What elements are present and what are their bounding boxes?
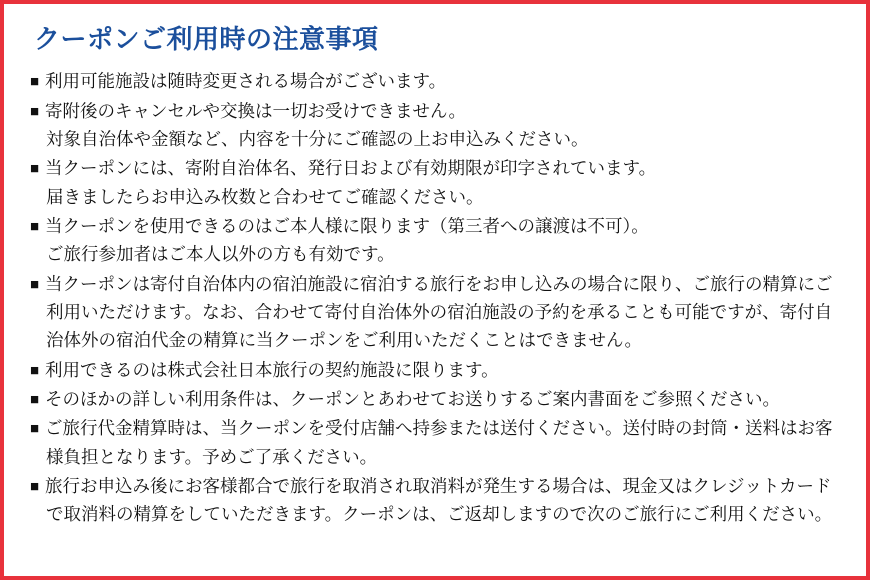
list-item-text: そのほかの詳しい利用条件は、クーポンとあわせてお送りするご案内書面をご参照ください。 — [45, 388, 780, 409]
list-item — [30, 97, 844, 154]
bullet-icon: ■ — [30, 361, 40, 379]
list-item — [30, 212, 844, 269]
list-item-text: 旅行お申込み後にお客様都合で旅行を取消され取消料が発生する場合は、現金又はクレジットカードで取消料の精算をしていただきます。クーポンは、ご返却しますので次のご旅行にご利用ください。 — [45, 476, 833, 525]
list-item-text-cont: ご旅行参加者はご本人以外の方も有効です。 — [46, 244, 395, 265]
bullet-icon: ■ — [30, 420, 40, 438]
list-item-text: 当クーポンは寄付自治体内の宿泊施設に宿泊する旅行をお申し込みの場合に限り、ご旅行の精算にご利用いただけます。なお、合わせて寄付自治体外の宿泊施設の予約を承ることも可能ですが、寄付自治体外の宿泊代金の精算に当クーポンをご利用いただくことはできません。 — [45, 273, 833, 351]
list-item — [30, 270, 844, 355]
bullet-icon: ■ — [30, 160, 40, 178]
list-item — [30, 154, 844, 211]
bullet-icon: ■ — [30, 102, 40, 120]
list-item — [30, 356, 844, 384]
list-item-text: 当クーポンを使用できるのはご本人様に限ります（第三者への譲渡は不可）。 — [45, 215, 649, 236]
list-item-text: 寄附後のキャンセルや交換は一切お受けできません。 — [45, 100, 467, 121]
list-item-text: ご旅行代金精算時は、当クーポンを受付店舗へ持参または送付ください。送付時の封筒・送料はお客様負担となります。予めご了承ください。 — [45, 418, 833, 467]
list-item — [30, 385, 844, 413]
bullet-icon: ■ — [30, 275, 40, 293]
list-item-text: 利用可能施設は随時変更される場合がございます。 — [45, 71, 447, 92]
page-title: クーポンご利用時の注意事項 — [34, 24, 379, 54]
bullet-icon: ■ — [30, 478, 40, 495]
notice-list — [30, 67, 844, 529]
list-item-text: 当クーポンには、寄附自治体名、発行日および有効期限が印字されています。 — [45, 158, 657, 179]
list-item-text-cont: 届きましたらお申込み枚数と合わせてご確認ください。 — [46, 186, 484, 207]
bullet-icon: ■ — [30, 390, 40, 408]
list-item-text-cont: 対象自治体や金額など、内容を十分にご確認の上お申込みください。 — [46, 128, 589, 149]
bullet-icon: ■ — [30, 73, 40, 91]
list-item — [30, 67, 844, 95]
list-item — [30, 472, 844, 529]
bullet-icon: ■ — [30, 217, 40, 235]
list-item-text: 利用できるのは株式会社日本旅行の契約施設に限ります。 — [45, 359, 499, 380]
list-item — [30, 414, 844, 471]
